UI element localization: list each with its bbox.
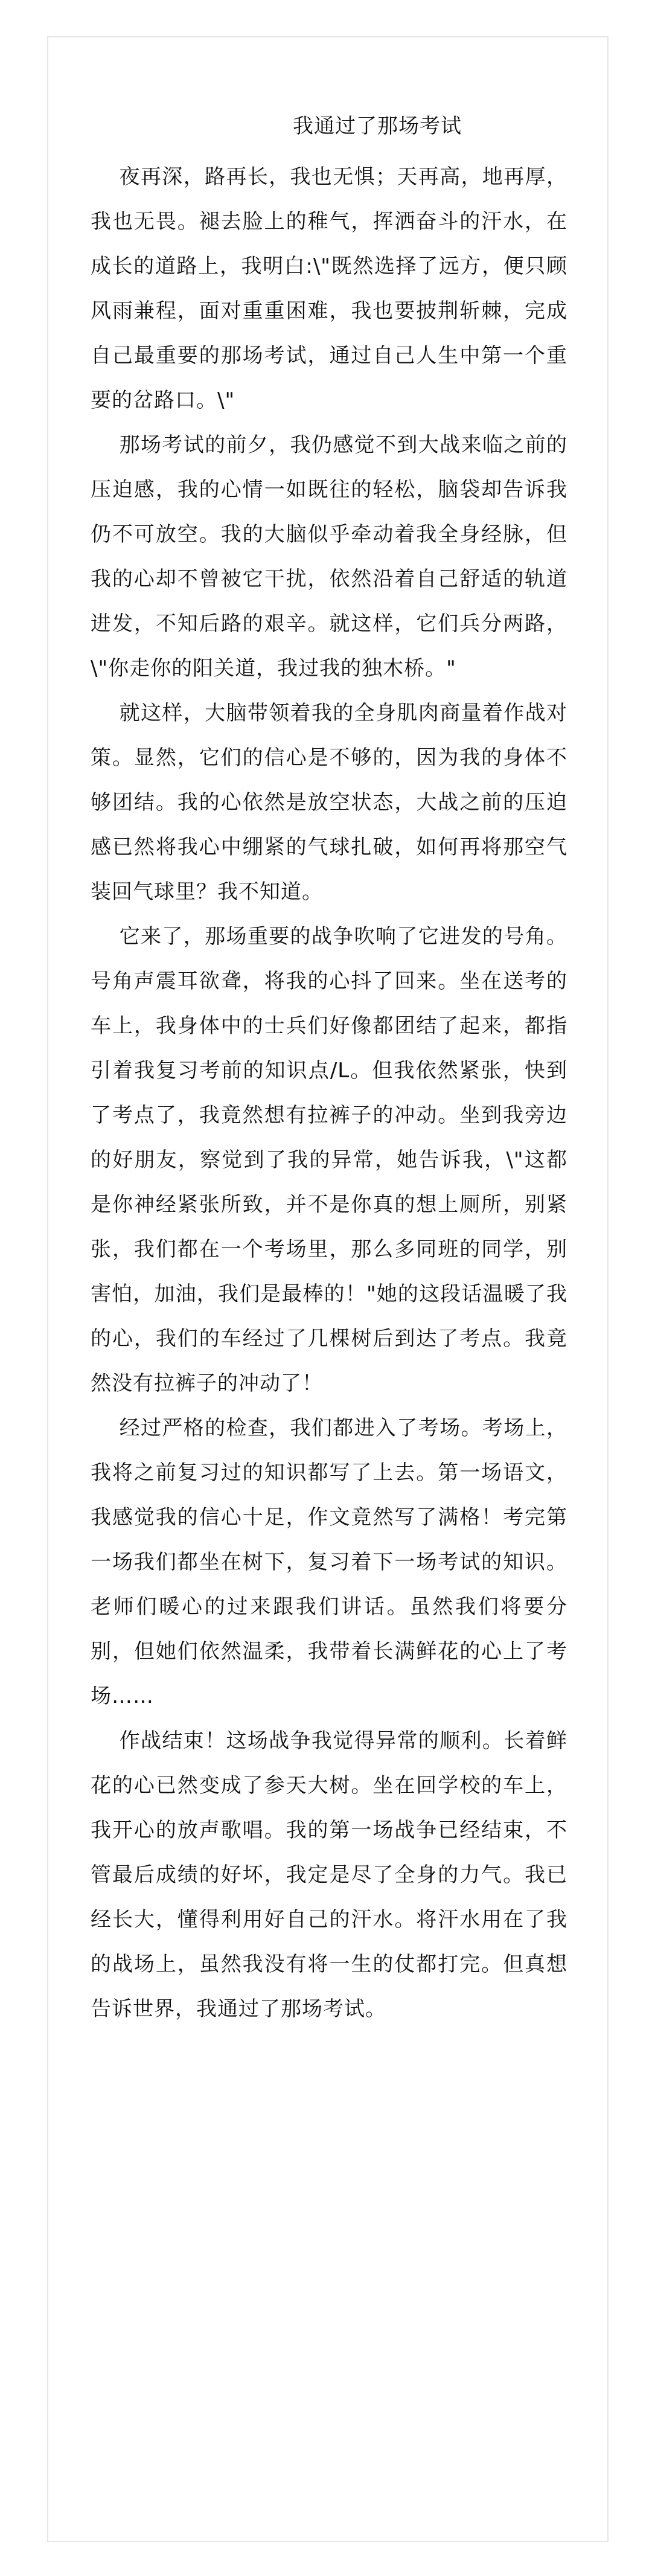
essay-paragraph: 经过严格的检查，我们都进入了考场。考场上，我将之前复习过的知识都写了上去。第一场语文，我感觉我的信心十足，作文竟然写了满格！考完第一场我们都坐在树下，复习着下一场考试的知识。老师们暖心的过来跟我们讲话。虽然我们将要分别，但她们依然温柔，我带着长满鲜花的心上了考场…… <box>91 1416 567 1708</box>
essay-paragraph: 那场考试的前夕，我仍感觉不到大战来临之前的压迫感，我的心情一如既往的轻松，脑袋却告诉我仍不可放空。我的大脑似乎牵动着我全身经脉，但我的心却不曾被它干扰，依然沿着自己舒适的轨道进发，不知后路的艰辛。就这样，它们兵分两路，\"你走你的阳关道，我过我的独木桥。" <box>91 433 567 681</box>
essay-paragraph: 它来了，那场重要的战争吹响了它进发的号角。号角声震耳欲聋，将我的心抖了回来。坐在送考的车上，我身体中的士兵们好像都团结了起来，都指引着我复习考前的知识点/L。但我依然紧张，快到了考点了，我竟然想有拉裤子的冲动。坐到我旁边的好朋友，察觉到了我的异常，她告诉我，\"这都是你神经紧张所致，并不是你真的想上厕所，别紧张，我们都在一个考场里，那么多同班的同学，别害怕，加油，我们是最棒的！"她的这段话温暖了我的心，我们的车经过了几棵树后到达了考点。我竟然没有拉裤子的冲动了！ <box>91 924 567 1395</box>
essay-title: 我通过了那场考试 <box>293 114 462 138</box>
essay-paragraph: 夜再深，路再长，我也无惧；天再高，地再厚，我也无畏。褪去脸上的稚气，挥洒奋斗的汗水，在成长的道路上，我明白:\"既然选择了远方，便只顾风雨兼程，面对重重困难，我也要披荆斩棘，完成自己最重要的那场考试，通过自己人生中第一个重要的岔路口。\" <box>91 165 567 412</box>
essay <box>91 109 567 2031</box>
essay-paragraph: 作战结束！这场战争我觉得异常的顺利。长着鲜花的心已然变成了参天大树。坐在回学校的车上，我开心的放声歌唱。我的第一场战争已经结束，不管最后成绩的好坏，我定是尽了全身的力气。我已经长大，懂得利用好自己的汗水。将汗水用在了我的战场上，虽然我没有将一生的仗都打完。但真想告诉世界，我通过了那场考试。 <box>91 1729 567 2021</box>
essay-paragraph: 就这样，大脑带领着我的全身肌肉商量着作战对策。显然，它们的信心是不够的，因为我的身体不够团结。我的心依然是放空状态，大战之前的压迫感已然将我心中绷紧的气球扎破，如何再将那空气装回气球里？我不知道。 <box>91 701 567 904</box>
